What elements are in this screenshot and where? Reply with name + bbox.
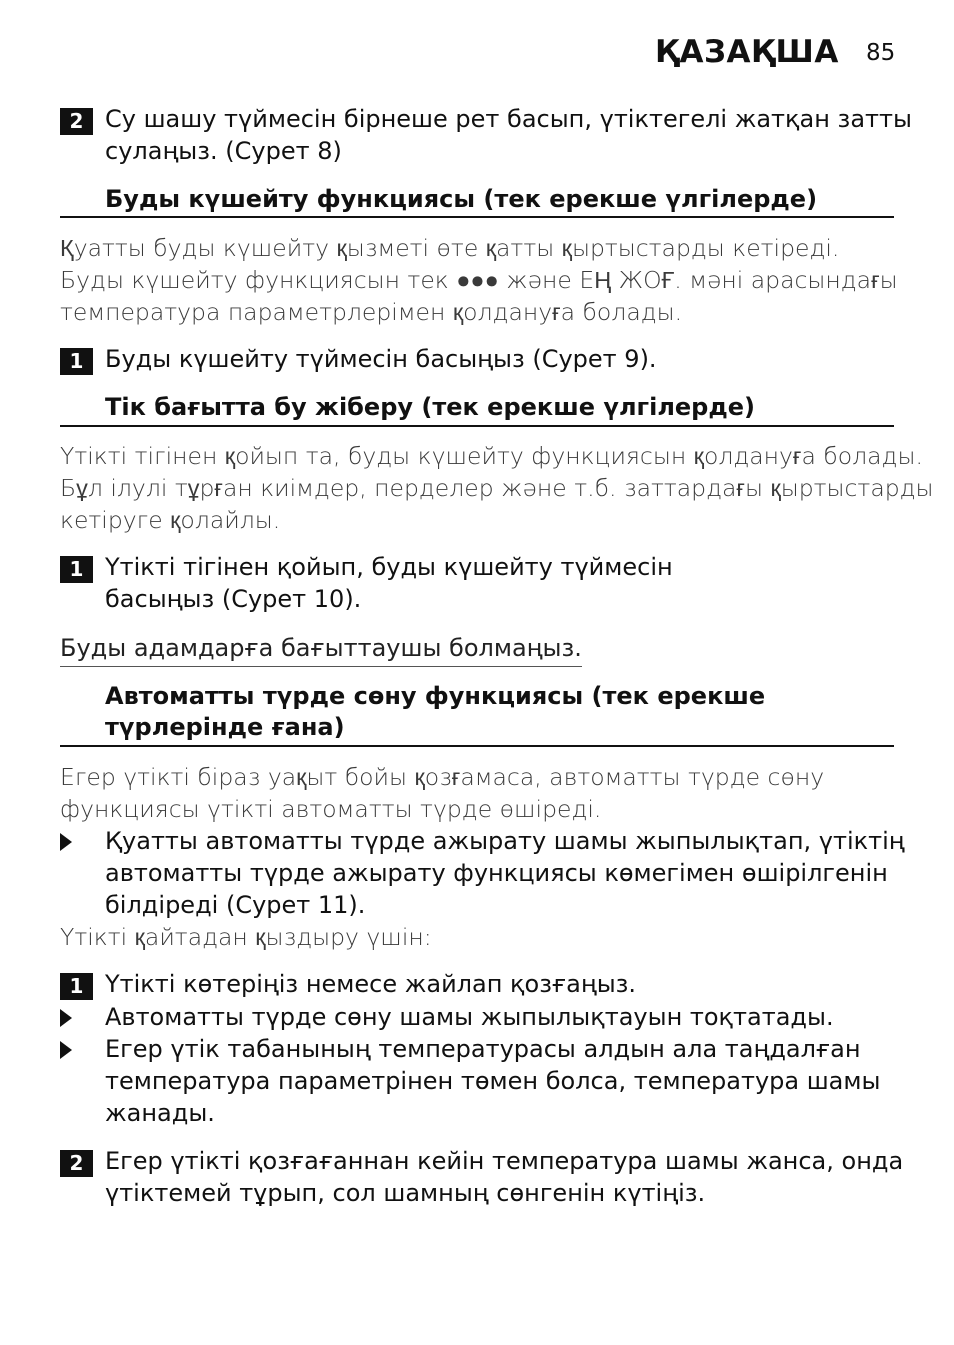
language-header: ҚАЗАҚША <box>655 34 839 70</box>
step-number-badge: 2 <box>60 108 93 135</box>
paragraph-line: Егер үтікті біраз уақыт бойы қозғамаса, автоматты түрде сөну <box>60 763 825 791</box>
paragraph-line: Бұл ілулі тұрған киімдер, перделер және т.б. заттардағы қыртыстарды <box>60 474 934 502</box>
bullet-arrow-icon <box>60 1041 72 1059</box>
step-line: сулаңыз. (Сурет 8) <box>105 137 342 165</box>
section-title-auto-off <box>105 681 765 743</box>
step-line: үтіктемей тұрып, сол шамның сөнгенін күтіңіз. <box>105 1179 706 1207</box>
title-line: Автоматты түрде сөну функциясы (тек ерекше <box>105 682 766 710</box>
step-number-badge: 1 <box>60 556 93 583</box>
step-line: Буды күшейту түймесін басыңыз (Сурет 9). <box>105 345 657 373</box>
step-number-badge: 2 <box>60 1150 93 1177</box>
bullet-text <box>105 1001 834 1033</box>
paragraph-line: Үтікті тігінен қойып та, буды күшейту функциясын қолдануға болады. <box>60 442 923 470</box>
step-line: Егер үтікті қозғағаннан кейін температура шамы жанса, онда <box>105 1147 904 1175</box>
bullet-line: Қуатты автоматты түрде ажырату шамы жыпылықтап, үтіктің <box>105 827 905 855</box>
step-text <box>105 968 636 1000</box>
section-divider <box>60 745 894 747</box>
step-text <box>105 551 673 615</box>
bullet-line: автоматты түрде ажырату функциясы көмегімен өшірілгенін <box>105 859 888 887</box>
step-line: Үтікті көтеріңіз немесе жайлап қозғаңыз. <box>105 970 637 998</box>
paragraph-steam-boost <box>60 232 898 328</box>
warning-text: Буды адамдарға бағыттаушы болмаңыз. <box>60 632 582 667</box>
bullet-line: температура параметрінен төмен болса, температура шамы <box>105 1067 881 1095</box>
bullet-line: Автоматты түрде сөну шамы жыпылықтауын тоқтатады. <box>105 1003 834 1031</box>
reheat-intro: Үтікті қайтадан қыздыру үшін: <box>60 923 432 951</box>
step-text <box>105 343 657 375</box>
step-line: Су шашу түймесін бірнеше рет басып, үтіктегелі жатқан затты <box>105 105 912 133</box>
step-line: басыңыз (Сурет 10). <box>105 585 362 613</box>
step-text <box>105 1145 903 1209</box>
paragraph-line: Буды күшейту функциясын тек ●●● және ЕҢ ЖОҒ. мәні арасындағы <box>60 266 898 294</box>
paragraph-line: функциясы үтікті автоматты түрде өшіреді. <box>60 795 602 823</box>
paragraph-auto-off <box>60 761 824 825</box>
step-text <box>105 103 912 167</box>
bullet-line: білдіреді (Сурет 11). <box>105 891 366 919</box>
bullet-text <box>105 825 905 921</box>
page-number: 85 <box>866 40 896 66</box>
section-title-vertical-steam: Тік бағытта бу жіберу (тек ерекше үлгілерде) <box>105 393 755 421</box>
section-divider <box>60 216 894 218</box>
section-title-steam-boost: Буды күшейту функциясы (тек ерекше үлгілерде) <box>105 185 818 213</box>
step-number-badge: 1 <box>60 973 93 1000</box>
title-line: түрлерінде ғана) <box>105 713 345 741</box>
step-line: Үтікті тігінен қойып, буды күшейту түймесін <box>105 553 673 581</box>
paragraph-line: кетіруге қолайлы. <box>60 506 281 534</box>
step-number-badge: 1 <box>60 348 93 375</box>
section-divider <box>60 425 894 427</box>
bullet-line: жанады. <box>105 1099 215 1127</box>
paragraph-vertical-steam <box>60 440 934 536</box>
bullet-arrow-icon <box>60 833 72 851</box>
paragraph-line: Қуатты буды күшейту қызметі өте қатты қыртыстарды кетіреді. <box>60 234 840 262</box>
bullet-line: Егер үтік табанының температурасы алдын ала таңдалған <box>105 1035 861 1063</box>
bullet-arrow-icon <box>60 1009 72 1027</box>
bullet-text <box>105 1033 880 1129</box>
paragraph-line: температура параметрлерімен қолдануға болады. <box>60 298 683 326</box>
